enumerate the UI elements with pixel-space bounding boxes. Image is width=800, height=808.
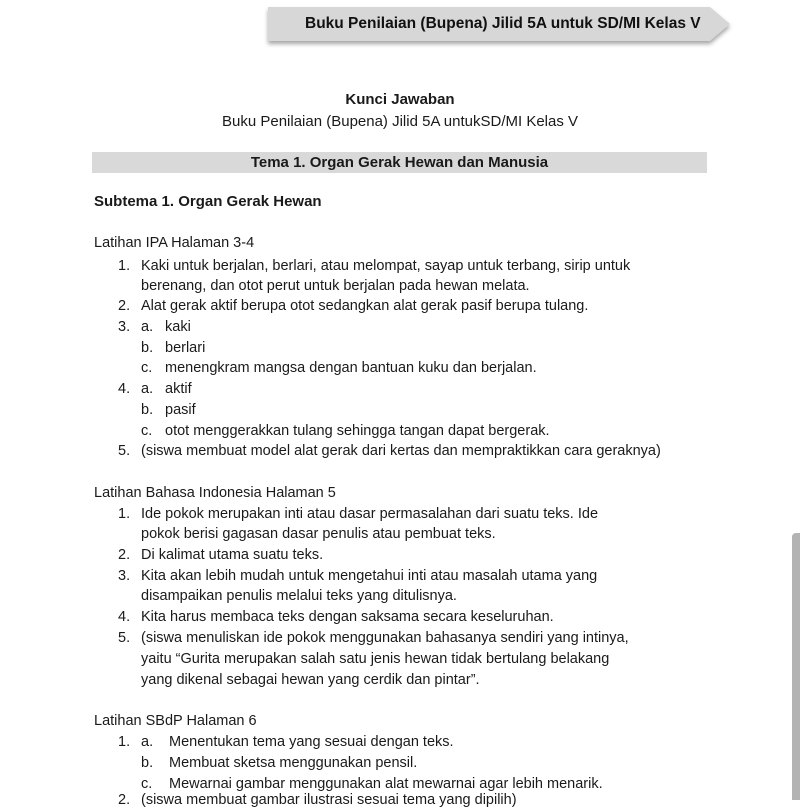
sub-item-text: berlari: [165, 340, 206, 356]
item-text-line: Di kalimat utama suatu teks.: [141, 547, 324, 563]
item-text-line: pokok berisi gagasan dasar penulis atau pembuat teks.: [141, 526, 496, 542]
document-title: Kunci Jawaban: [345, 91, 455, 108]
sub-item-text: Membuat sketsa menggunakan pensil.: [169, 755, 418, 771]
sub-item-letter: a.: [141, 734, 154, 750]
item-text-line: Kita harus membaca teks dengan saksama secara keseluruhan.: [141, 609, 554, 625]
header-banner: [268, 7, 730, 45]
item-text-line: Alat gerak aktif berupa otot sedangkan alat gerak pasif berupa tulang.: [141, 298, 589, 314]
item-text-line: (siswa membuat model alat gerak dari kertas dan mempraktikkan cara geraknya): [141, 443, 661, 459]
item-number: 3.: [118, 319, 131, 335]
sub-item-text: otot menggerakkan tulang sehingga tangan dapat bergerak.: [165, 423, 550, 439]
item-number: 5.: [118, 630, 131, 646]
item-number: 1.: [118, 258, 131, 274]
sub-item-letter: c.: [141, 360, 153, 376]
section-title-bahasa-indonesia: Latihan Bahasa Indonesia Halaman 5: [94, 485, 336, 501]
sub-item-text: Mewarnai gambar menggunakan alat mewarnai agar lebih menarik.: [169, 776, 603, 792]
item-text-line: yaitu “Gurita merupakan salah satu jenis hewan tidak bertulang belakang: [141, 651, 610, 667]
item-number: 1.: [118, 506, 131, 522]
document-subtitle: Buku Penilaian (Bupena) Jilid 5A untukSD/MI Kelas V: [221, 113, 579, 130]
item-number: 3.: [118, 568, 131, 584]
sub-item-text: menengkram mangsa dengan bantuan kuku dan berjalan.: [165, 360, 537, 376]
item-number: 2.: [118, 792, 131, 808]
vertical-scrollbar[interactable]: [792, 533, 800, 800]
subtema-heading: Subtema 1. Organ Gerak Hewan: [94, 193, 322, 210]
item-text-line: Kita akan lebih mudah untuk mengetahui inti atau masalah utama yang: [141, 568, 598, 584]
item-text-line: berenang, dan otot perut untuk berjalan pada hewan melata.: [141, 278, 530, 294]
tema-heading: Tema 1. Organ Gerak Hewan dan Manusia: [92, 152, 707, 173]
header-banner-text: Buku Penilaian (Bupena) Jilid 5A untuk SD/MI Kelas V: [305, 15, 701, 32]
sub-item-text: aktif: [165, 381, 192, 397]
sub-item-letter: b.: [141, 402, 154, 418]
sub-item-letter: c.: [141, 776, 153, 792]
section-title-ipa: Latihan IPA Halaman 3-4: [94, 235, 255, 251]
item-number: 2.: [118, 298, 131, 314]
item-text-line: Ide pokok merupakan inti atau dasar permasalahan dari suatu teks. Ide: [141, 506, 599, 522]
sub-item-letter: a.: [141, 319, 154, 335]
sub-item-letter: b.: [141, 755, 154, 771]
item-text-line: (siswa menuliskan ide pokok menggunakan bahasanya sendiri yang intinya,: [141, 630, 629, 646]
item-text-line: yang dikenal sebagai hewan yang cerdik dan pintar”.: [141, 672, 480, 688]
sub-item-text: Menentukan tema yang sesuai dengan teks.: [169, 734, 454, 750]
sub-item-text: kaki: [165, 319, 191, 335]
item-text-line: (siswa membuat gambar ilustrasi sesuai tema yang dipilih): [141, 792, 517, 808]
sub-item-text: pasif: [165, 402, 196, 418]
item-text-line: disampaikan penulis melalui teks yang ditulisnya.: [141, 588, 457, 604]
item-number: 2.: [118, 547, 131, 563]
item-text-line: Kaki untuk berjalan, berlari, atau melompat, sayap untuk terbang, sirip untuk: [141, 258, 631, 274]
sub-item-letter: b.: [141, 340, 154, 356]
item-number: 1.: [118, 734, 131, 750]
sub-item-letter: a.: [141, 381, 154, 397]
section-title-sbdp: Latihan SBdP Halaman 6: [94, 713, 257, 729]
item-number: 4.: [118, 381, 131, 397]
item-number: 5.: [118, 443, 131, 459]
sub-item-letter: c.: [141, 423, 153, 439]
item-number: 4.: [118, 609, 131, 625]
